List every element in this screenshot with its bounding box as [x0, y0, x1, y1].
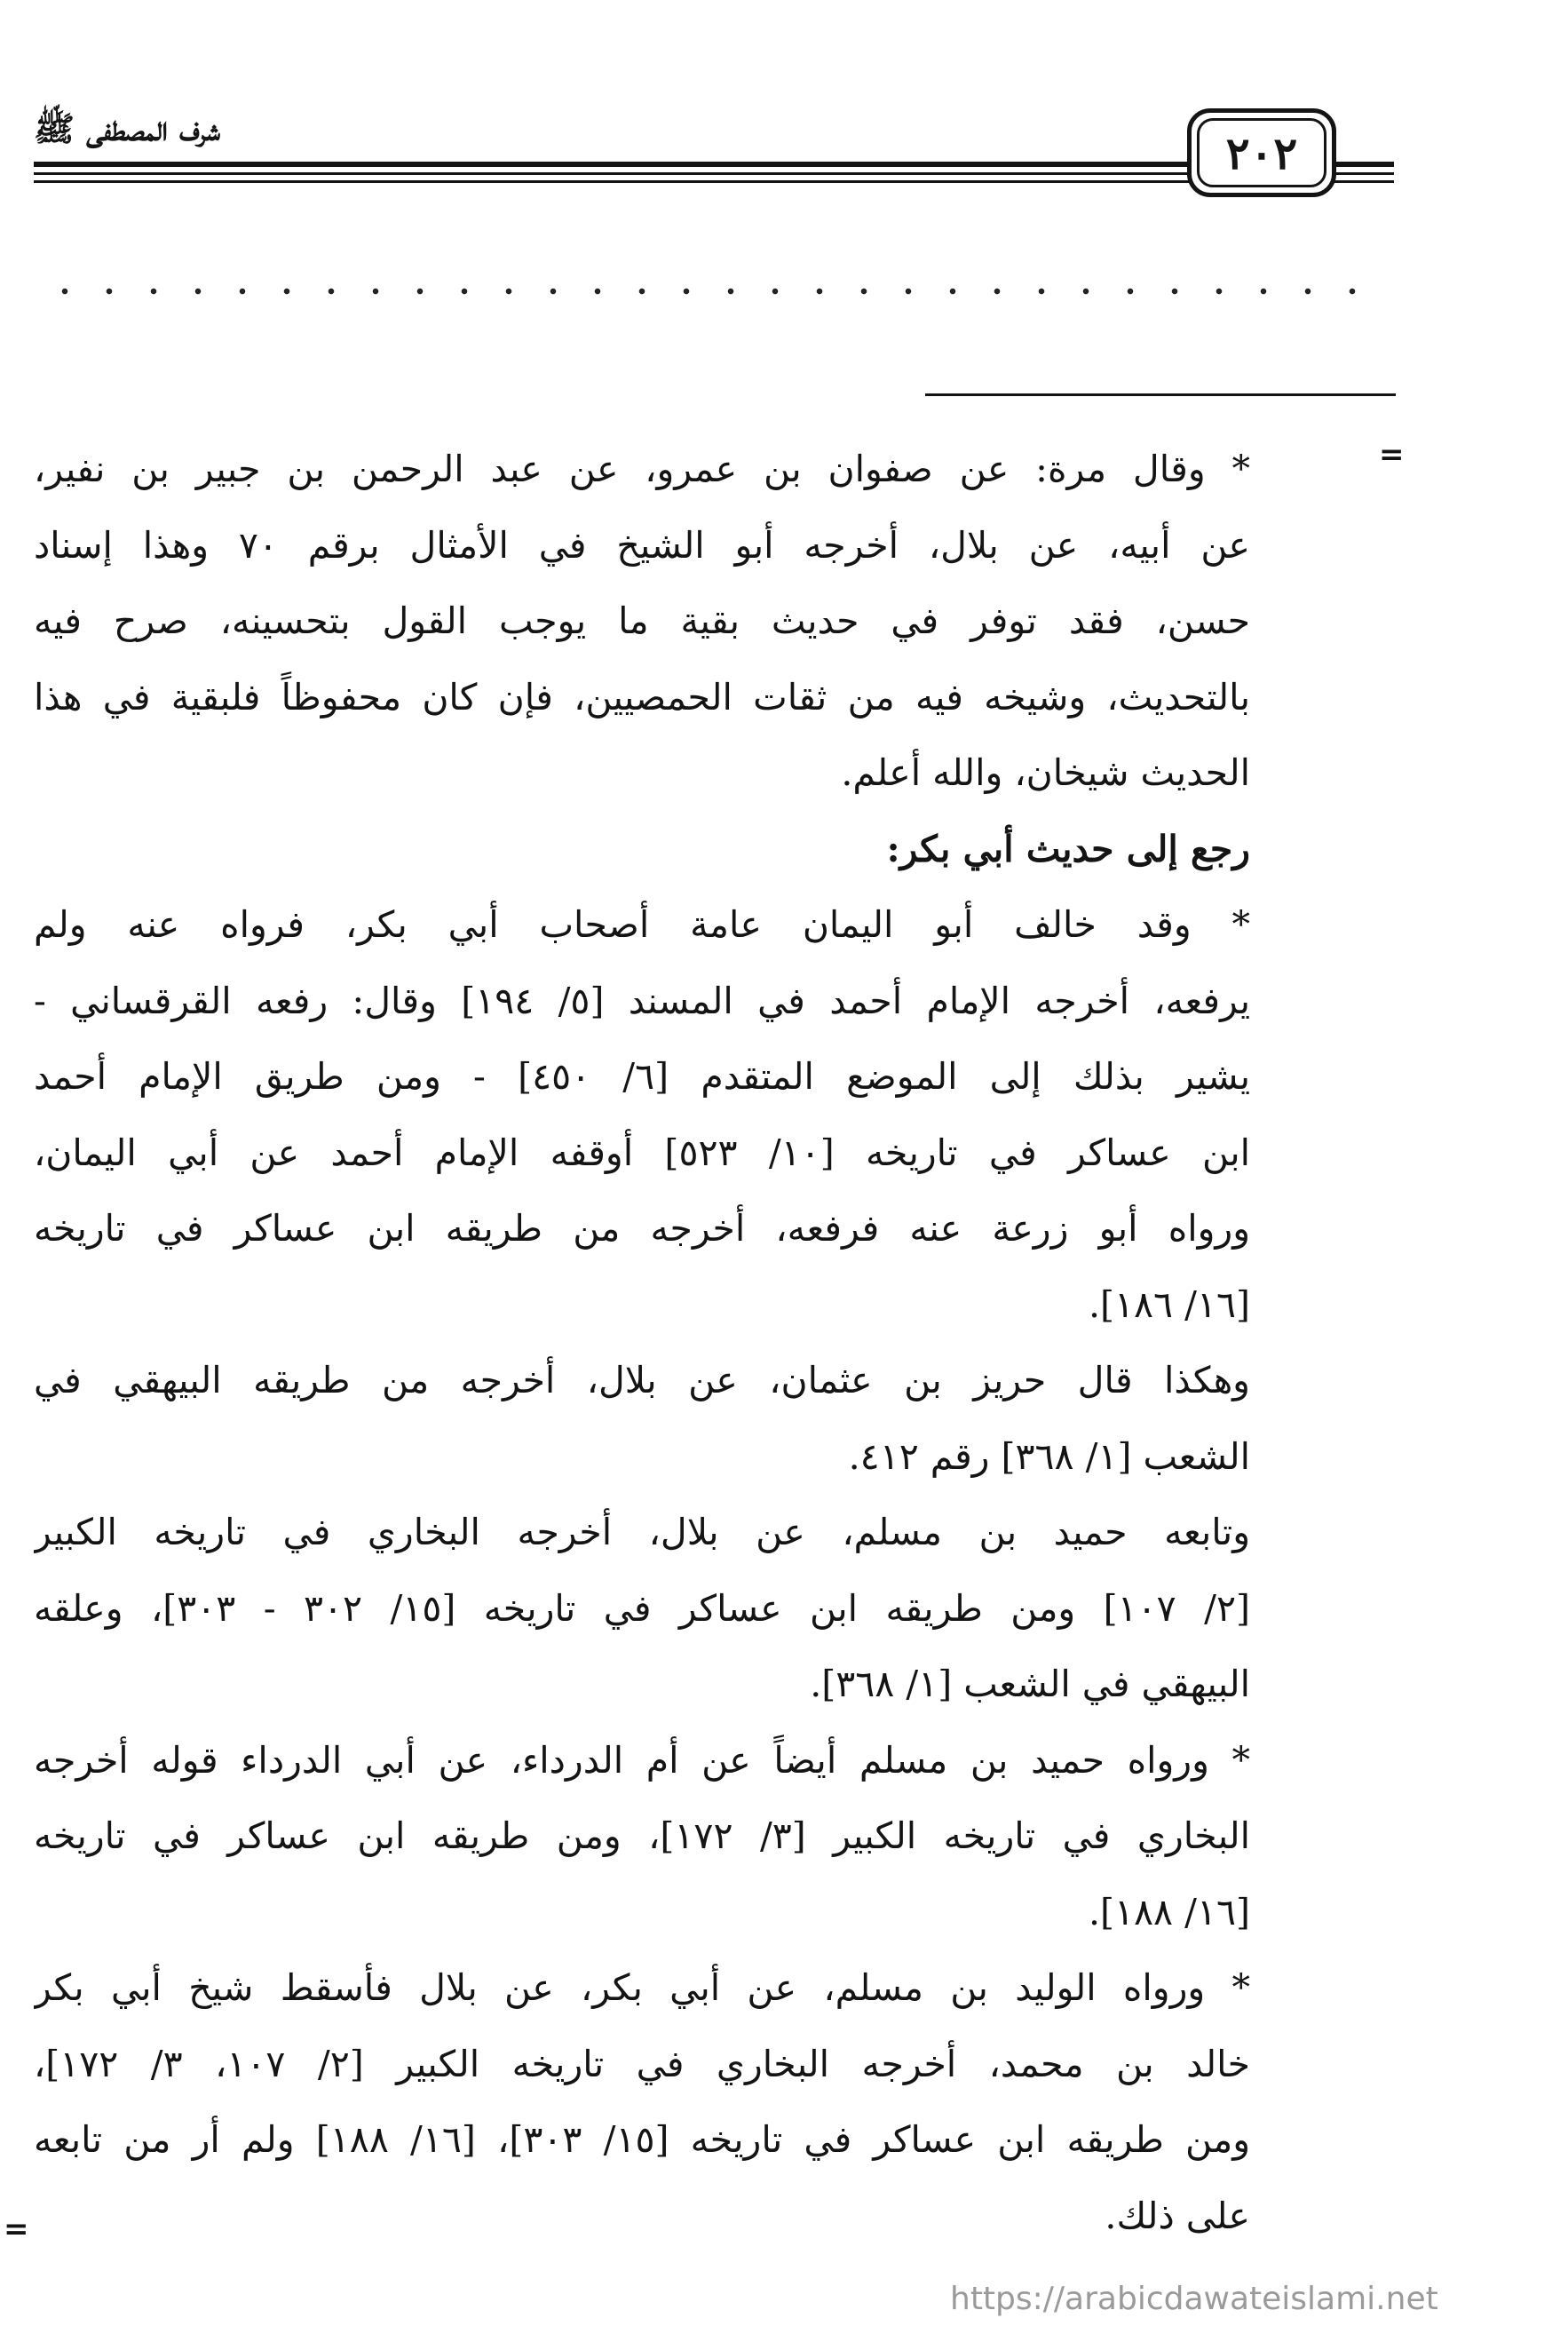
book-title: شرف المصطفى ﷺ: [34, 108, 220, 148]
footnote-line: بالتحديث، وشيخه فيه من ثقات الحمصيين، فإن كان محفوظاً فلبقية في هذا: [34, 675, 1250, 718]
continuation-mark-top: =: [1379, 437, 1405, 472]
footnote-line: عن أبيه، عن بلال، أخرجه أبو الشيخ في الأمثال برقم ٧٠ وهذا إسناد: [34, 523, 1250, 567]
footnote-line: [١٦/ ١٨٦].: [1088, 1282, 1250, 1326]
footnote-line: * ورواه الوليد بن مسلم، عن أبي بكر، عن بلال فأسقط شيخ أبي بكر: [34, 1966, 1250, 2009]
footnote-line: ورواه أبو زرعة عنه فرفعه، أخرجه من طريقه ابن عساكر في تاريخه: [34, 1207, 1250, 1250]
dotted-separator: [43, 286, 1374, 297]
page-number-frame: [1187, 108, 1336, 197]
footnote-line: * وقد خالف أبو اليمان عامة أصحاب أبي بكر، فرواه عنه ولم: [34, 903, 1250, 946]
footnote-line: البخاري في تاريخه الكبير [٣/ ١٧٢]، ومن طريقه ابن عساكر في تاريخه: [34, 1814, 1250, 1857]
footnote-line: وتابعه حميد بن مسلم، عن بلال، أخرجه البخاري في تاريخه الكبير: [34, 1511, 1250, 1553]
footnote-line: يشير بذلك إلى الموضع المتقدم [٦/ ٤٥٠] - ومن طريق الإمام أحمد: [34, 1055, 1250, 1098]
footnote-line: ومن طريقه ابن عساكر في تاريخه [١٥/ ٣٠٣]، [١٦/ ١٨٨] ولم أر من تابعه: [34, 2118, 1250, 2161]
footnote-line: وهكذا قال حريز بن عثمان، عن بلال، أخرجه من طريقه البيهقي في: [34, 1359, 1250, 1401]
footnote-line: حسن، فقد توفر في حديث بقية ما يوجب القول بتحسينه، صرح فيه: [34, 599, 1250, 642]
footnote-line: يرفعه، أخرجه الإمام أحمد في المسند [٥/ ١٩٤] وقال: رفعه القرقساني -: [34, 979, 1250, 1022]
footnote-line: ابن عساكر في تاريخه [١٠/ ٥٢٣] أوقفه الإمام أحمد عن أبي اليمان،: [34, 1131, 1250, 1174]
continuation-mark-bottom: =: [4, 2211, 29, 2247]
footnote-line: على ذلك.: [1105, 2194, 1250, 2237]
footnote-line: الشعب [١/ ٣٦٨] رقم ٤١٢.: [848, 1434, 1250, 1478]
footnote-line: البيهقي في الشعب [١/ ٣٦٨].: [810, 1663, 1250, 1705]
footnote-line: خالد بن محمد، أخرجه البخاري في تاريخه الكبير [٢/ ١٠٧، ٣/ ١٧٢]،: [34, 2042, 1250, 2085]
footnote-line: [٢/ ١٠٧] ومن طريقه ابن عساكر في تاريخه [١٥/ ٣٠٢ - ٣٠٣]، وعلقه: [34, 1586, 1250, 1630]
section-heading: رجع إلى حديث أبي بكر:: [886, 827, 1250, 870]
footnote-line: * ورواه حميد بن مسلم أيضاً عن أم الدرداء، عن أبي الدرداء قوله أخرجه: [34, 1738, 1250, 1782]
footnote-line: [١٦/ ١٨٨].: [1088, 1890, 1250, 1933]
footnote-separator: [925, 393, 1396, 396]
page-number: ٢٠٢: [1197, 118, 1326, 187]
footnote-text: [34, 432, 1250, 2254]
footnote-line: الحديث شيخان، والله أعلم.: [841, 751, 1250, 794]
footnote-line: * وقال مرة: عن صفوان بن عمرو، عن عبد الرحمن بن جبير بن نفير،: [34, 448, 1250, 490]
source-watermark: https://arabicdawateislami.net: [950, 2281, 1438, 2317]
